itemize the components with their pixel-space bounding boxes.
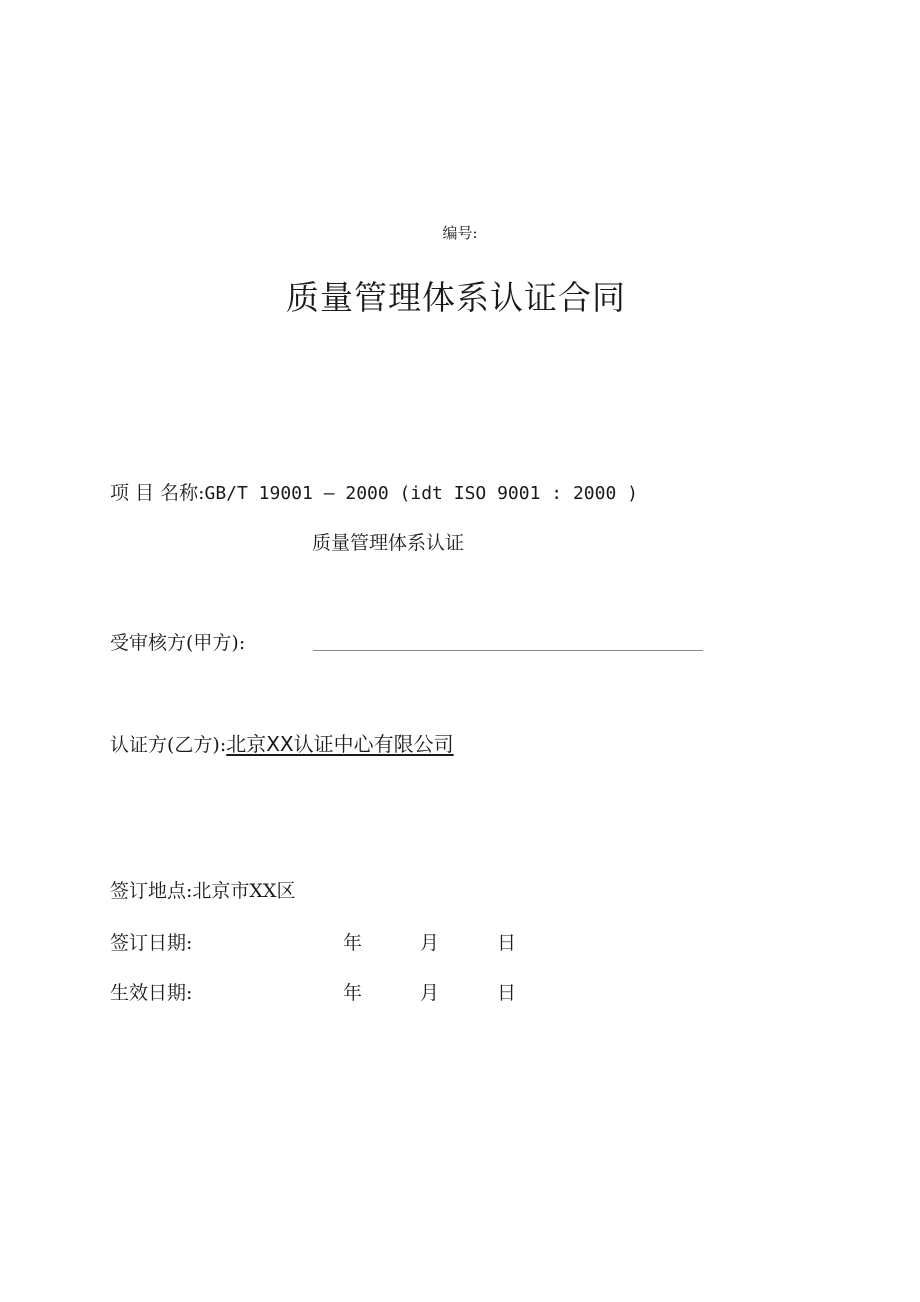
sign-place-value: 北京市XX区 [192, 880, 296, 902]
effective-date-month: 月 [420, 982, 440, 1004]
party-a-label: 受审核方(甲方): [110, 632, 246, 654]
effective-date-year: 年 [343, 982, 363, 1004]
sign-place-row [110, 876, 295, 903]
document-title: 质量管理体系认证合同 [286, 278, 626, 317]
sign-date-label: 签订日期: [110, 932, 193, 954]
document-number-label: 编号: [442, 224, 478, 242]
sign-date-month: 月 [420, 932, 440, 954]
sign-date-row [110, 928, 192, 955]
effective-date-label: 生效日期: [110, 982, 193, 1004]
project-name: 质量管理体系认证 [312, 532, 465, 554]
party-a-row [110, 628, 245, 655]
party-a-blank-line [313, 650, 703, 651]
party-b-value: 北京XX认证中心有限公司 [226, 732, 454, 756]
sign-place-label: 签订地点: [110, 880, 193, 902]
party-b-row [110, 728, 454, 757]
effective-date-row [110, 978, 192, 1005]
sign-date-day: 日 [497, 932, 517, 954]
sign-date-year: 年 [343, 932, 363, 954]
project-row [110, 478, 638, 505]
effective-date-day: 日 [497, 982, 517, 1004]
party-b-label: 认证方(乙方): [110, 734, 227, 756]
project-label: 项 目 名称: [110, 482, 205, 504]
project-standard: GB/T 19001 – 2000 (idt ISO 9001 : 2000 ) [204, 483, 638, 504]
